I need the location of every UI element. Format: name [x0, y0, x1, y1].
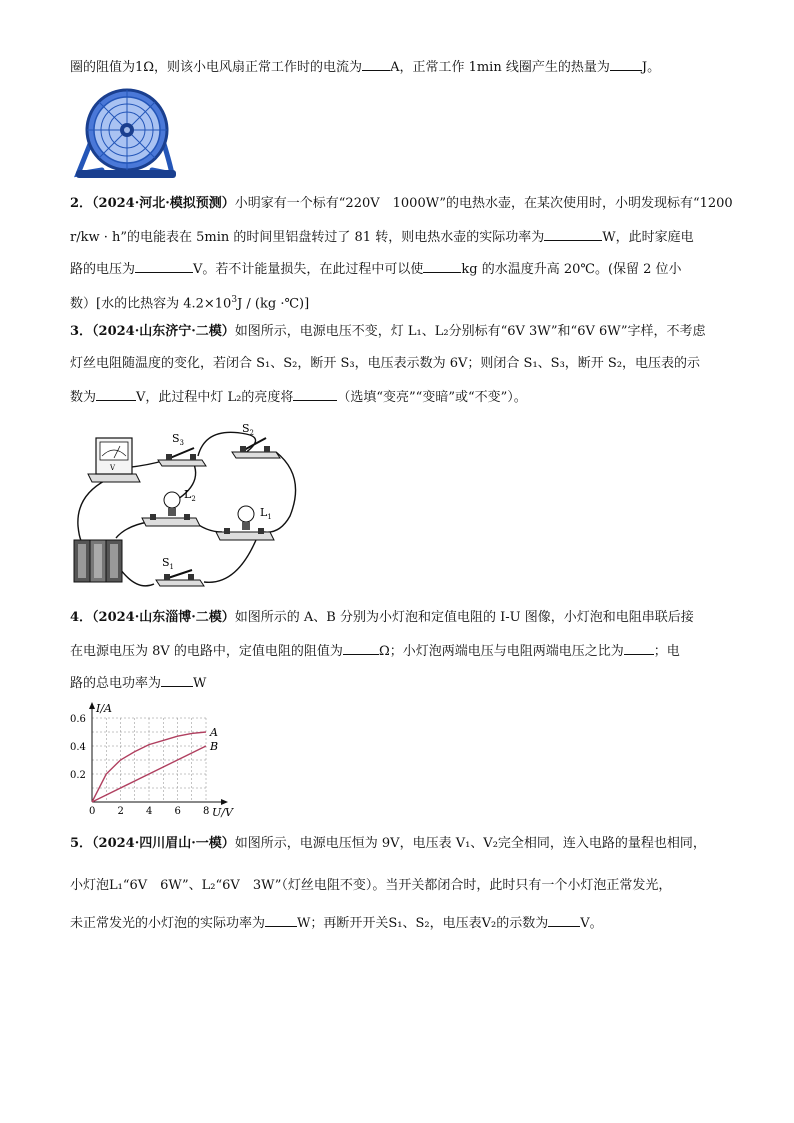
- q5-number: 5．: [70, 836, 93, 851]
- q2-text-2a: r/kw · h”的电能表在 5min 的时间里铝盘转过了 81 转，则电热水壶的实际功率为: [70, 230, 545, 245]
- q2-text-3a: 路的电压为: [70, 262, 136, 277]
- battery-icon: [74, 540, 122, 582]
- q5-blank-voltage[interactable]: [548, 912, 580, 927]
- label-l2: $L_2$: [184, 488, 196, 503]
- q2-source: （2024·河北·模拟预测）: [92, 196, 235, 211]
- x-axis-label: U/V: [212, 806, 233, 819]
- q5-text-3a: 未正常发光的小灯泡的实际功率为: [70, 916, 266, 931]
- y-tick-label: 0.6: [70, 714, 86, 725]
- q5-source: （2024·四川眉山·一模）: [92, 836, 235, 851]
- voltmeter-label: V: [110, 464, 116, 472]
- q3-line-2: [70, 354, 754, 374]
- lamp-l2-icon: [142, 488, 200, 526]
- q4-text-2a: 在电源电压为 8V 的电路中，定值电阻的阻值为: [70, 644, 343, 659]
- q2-text-1: 小明家有一个标有“220V 1000W”的电热水壶，在某次使用时，小明发现标有“1200: [234, 196, 733, 211]
- label-s3: $S_3$: [172, 432, 185, 447]
- y-tick-label: 0.4: [70, 742, 86, 753]
- voltmeter-icon: [88, 438, 140, 482]
- x-tick-label: 8: [203, 806, 210, 817]
- q4-text-2b: Ω；小灯泡两端电压与电阻两端电压之比为: [378, 644, 624, 659]
- q3-number: 3．: [70, 324, 93, 339]
- q4-text-3b: W: [193, 676, 207, 691]
- q4-text-3a: 路的总电功率为: [70, 676, 162, 691]
- q5-line-2: [70, 876, 754, 896]
- q2-number: 2．: [70, 196, 93, 211]
- q4-source: （2024·山东淄博·二模）: [92, 610, 235, 625]
- wire-l2-battery: [116, 522, 148, 538]
- q5-text-3c: V。: [580, 916, 603, 931]
- desk-fan-image: [72, 84, 182, 182]
- q2-line-4: [70, 290, 754, 314]
- label-l1: $L_1$: [260, 506, 272, 521]
- switch-s3-icon: [158, 432, 206, 466]
- x-tick-label: 0: [89, 806, 96, 817]
- q2-text-4a: 数）[水的比热容为 4.2×10: [70, 296, 232, 312]
- q3-text-2: 灯丝电阻随温度的变化，若闭合 S₁、S₂，断开 S₃，电压表示数为 6V；则闭合 S₁、S₃，断开 S₂，电压表的示: [70, 356, 701, 371]
- q3-blank-voltmeter[interactable]: [96, 386, 136, 401]
- q4-blank-total-power[interactable]: [161, 672, 193, 687]
- q2-text-2b: W，此时家庭电: [602, 230, 694, 245]
- q1-blank-current[interactable]: [362, 56, 390, 71]
- q3-blank-brightness[interactable]: [293, 386, 337, 401]
- q2-line-2: [70, 226, 754, 248]
- q5-line-1: [70, 834, 754, 854]
- q1-text-b: A，正常工作 1min 线圈产生的热量为: [390, 60, 610, 75]
- q2-text-4b: J / (kg ·℃)]: [237, 296, 310, 312]
- q5-text-3b: W；再断开开关S₁、S₂，电压表V₂的示数为: [297, 916, 549, 931]
- q4-line-1: [70, 608, 754, 628]
- x-tick-label: 6: [174, 806, 181, 817]
- q5-blank-power[interactable]: [265, 912, 297, 927]
- q4-number: 4．: [70, 610, 93, 625]
- q4-blank-ratio[interactable]: [624, 640, 654, 655]
- q4-text-2c: ；电: [653, 644, 680, 659]
- q3-line-3: [70, 386, 754, 408]
- wire-meter-battery: [78, 480, 106, 544]
- y-axis-label: I/A: [96, 702, 112, 715]
- q4-line-3: [70, 672, 754, 694]
- q4-line-2: [70, 640, 754, 662]
- q2-line-1: [70, 194, 754, 214]
- q3-text-3b: V，此过程中灯 L₂的亮度将: [136, 390, 294, 405]
- q2-text-3c: kg 的水温度升高 20℃。(保留 2 位小: [461, 262, 682, 277]
- iu-chart-svg: [66, 698, 246, 822]
- switch-s1-icon: [156, 556, 204, 586]
- x-tick-label: 2: [117, 806, 124, 817]
- wire-s1-l1: [204, 540, 256, 582]
- q4-iu-chart: [66, 698, 246, 822]
- q4-text-1: 如图所示的 A、B 分别为小灯泡和定值电阻的 I-U 图像，小灯泡和电阻串联后接: [234, 610, 694, 625]
- q1-text-c: J。: [641, 60, 661, 75]
- q2-blank-power[interactable]: [544, 226, 602, 241]
- q5-text-1: 如图所示，电源电压恒为 9V，电压表 V₁、V₂完全相同，连入电路的量程也相同，: [234, 836, 706, 851]
- q5-line-3: [70, 912, 754, 934]
- q3-source: （2024·山东济宁·二模）: [92, 324, 235, 339]
- q1-line: [70, 56, 754, 78]
- q2-line-3: [70, 258, 754, 280]
- x-tick-label: 4: [146, 806, 153, 817]
- q3-text-3c: （选填“变亮”“变暗”或“不变”）。: [337, 390, 527, 405]
- x-axis-arrow: [221, 799, 228, 805]
- q3-text-3a: 数为: [70, 390, 97, 405]
- q5-text-2: 小灯泡L₁“6V 6W”、L₂“6V 3W”（灯丝电阻不变）。当开关都闭合时，此时只有一个小灯泡正常发光，: [70, 878, 672, 893]
- label-s1: $S_1$: [162, 556, 175, 571]
- lamp-l1-icon: [216, 506, 274, 540]
- q2-text-3b: V。若不计能量损失，在此过程中可以使: [193, 262, 424, 277]
- q3-circuit-diagram: [66, 416, 306, 594]
- y-axis-arrow: [89, 702, 95, 709]
- q4-blank-resistance[interactable]: [343, 640, 379, 655]
- q1-blank-heat[interactable]: [610, 56, 642, 71]
- q2-blank-mass[interactable]: [423, 258, 461, 273]
- y-tick-label: 0.2: [70, 770, 86, 781]
- series-label-a: A: [210, 726, 218, 739]
- q3-line-1: [70, 322, 754, 342]
- label-s2: $S_2$: [242, 422, 255, 437]
- q3-text-1: 如图所示，电源电压不变，灯 L₁、L₂分别标有“6V 3W”和“6V 6W”字样，不考虑: [234, 324, 706, 339]
- series-label-b: B: [210, 740, 219, 753]
- q2-blank-voltage[interactable]: [135, 258, 193, 273]
- q2-exponent: 3: [231, 295, 238, 305]
- q1-text-a: 圈的阻值为1Ω，则该小电风扇正常工作时的电流为: [70, 60, 363, 75]
- wire-battery-s1: [118, 566, 154, 586]
